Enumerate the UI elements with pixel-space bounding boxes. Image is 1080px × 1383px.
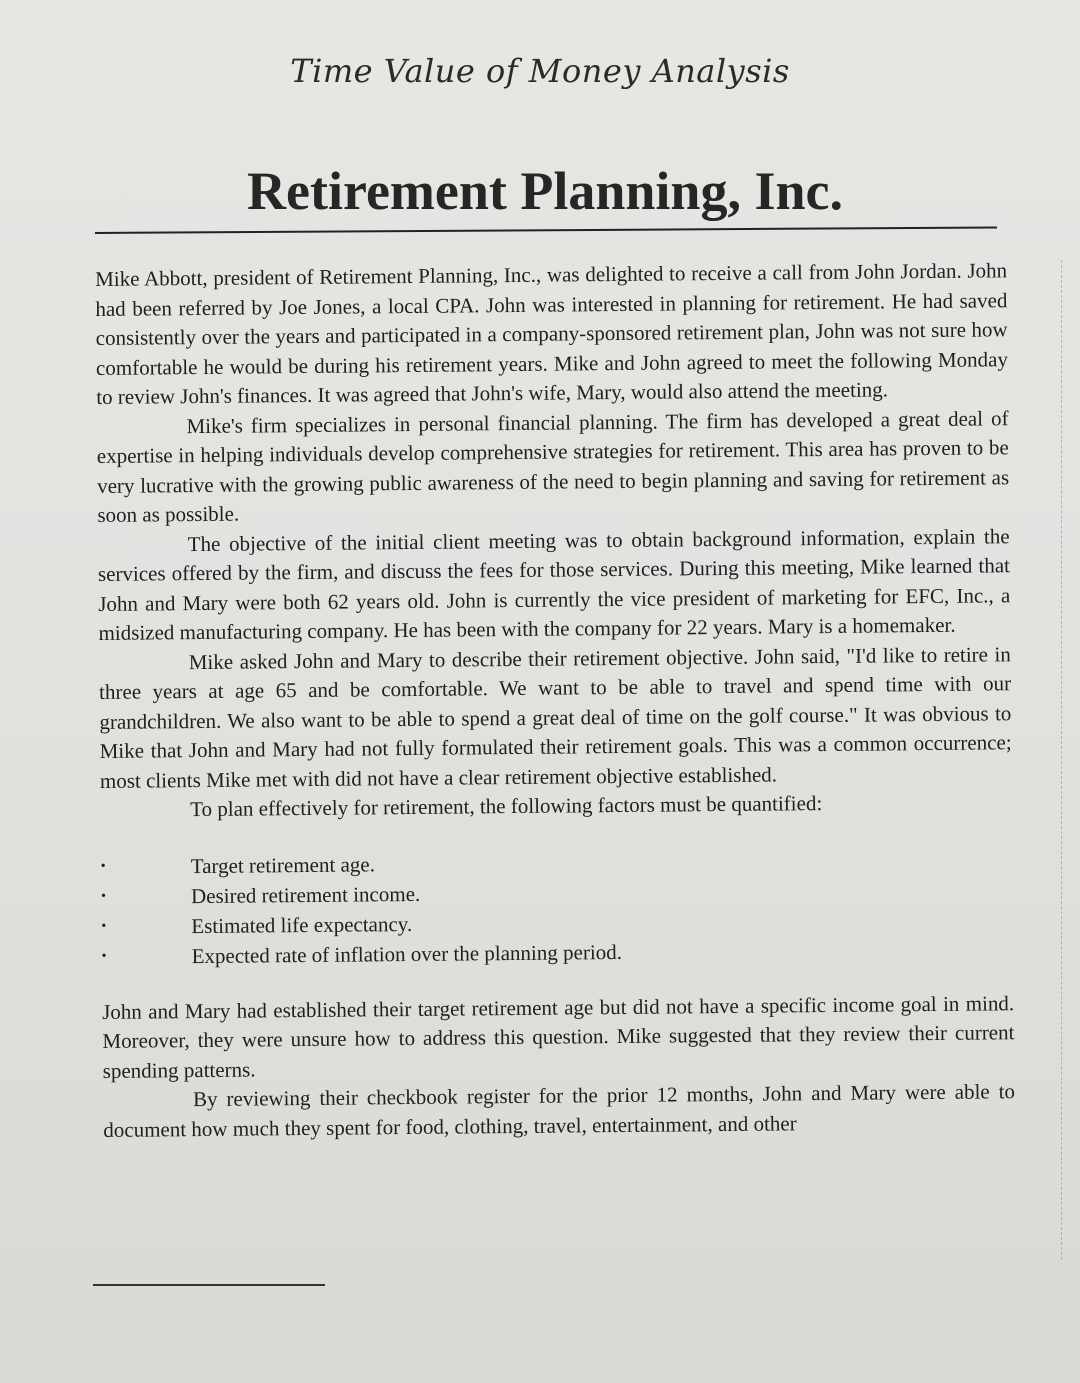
list-item-text: Desired retirement income.	[190, 881, 421, 908]
paragraph-meeting: The objective of the initial client meeting was to obtain background information, explain the services offered by the firm, and discuss the fees for those services. During this meeting, Mike learned that John and Mary were both 62 years old. John is currently the vice president of marketing for EFC, Inc., a midsized manufacturing company. He has been with the company for 22 years. Mary is a homemaker.	[97, 523, 1011, 645]
paragraph-objective: Mike asked John and Mary to describe their retirement objective. John said, "I'd like to retire in three years at age 65 and be comfortable. We want to be able to travel and spend time with our grandchildren. We also want to be able to spend a great deal of time on the golf course." It was obvious to Mike that John and Mary had not fully formulated their retirement goals. This was a common occurrence; most clients Mike met with did not have a clear retirement objective established.	[98, 641, 1012, 793]
paragraph-firm: Mike's firm specializes in personal financial planning. The firm has developed a great deal of expertise in helping individuals develop comprehensive strategies for retirement. This area has proven to be very lucrative with the growing public awareness of the need to begin planning and saving for retirement as soon as possible.	[96, 405, 1010, 527]
page-edge-shadow	[1055, 260, 1062, 1260]
factors-list	[101, 843, 1014, 972]
body-text	[95, 256, 1015, 1145]
page-subtitle: Time Value of Money Analysis	[290, 52, 790, 90]
bullet-icon: •	[101, 948, 107, 964]
page-title: Retirement Planning, Inc.	[247, 161, 843, 221]
bullet-icon: •	[100, 858, 106, 874]
paragraph-checkbook: By reviewing their checkbook register for the prior 12 months, John and Mary were able to document how much they spent for food, clothing, travel, entertainment, and other	[103, 1079, 1016, 1142]
list-item-text: Estimated life expectancy.	[191, 911, 413, 938]
bullet-icon: •	[101, 918, 107, 934]
paragraph-intro: Mike Abbott, president of Retirement Planning, Inc., was delighted to receive a call from John Jordan. John had been referred by Joe Jones, a local CPA. John was interested in planning for retirement. He had saved consistently over the years and participated in a company-sponsored retirement plan, John was not sure how comfortable he would be during his retirement years. Mike and John agreed to meet the following Monday to review John's finances. It was agreed that John's wife, Mary, would also attend the meeting.	[95, 258, 1009, 409]
bullet-icon: •	[100, 888, 107, 904]
paragraph-factors-intro: To plan effectively for retirement, the following factors must be quantified:	[190, 791, 823, 822]
list-item-text: Expected rate of inflation over the planning period.	[191, 939, 623, 968]
paragraph-income-goal: John and Mary had established their target retirement age but did not have a specific income goal in mind. Moreover, they were unsure how to address this question. Mike suggested that they review their current spending patterns.	[102, 990, 1015, 1083]
list-item-text: Target retirement age.	[190, 851, 376, 878]
footnote-divider	[93, 1284, 325, 1286]
title-underline	[95, 226, 997, 234]
